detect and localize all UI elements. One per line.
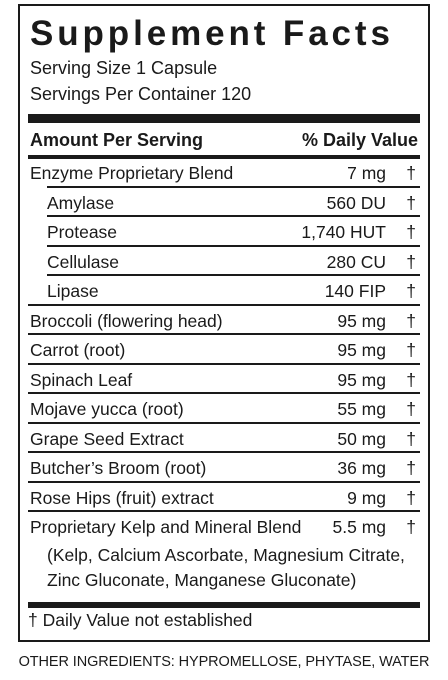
servings-per-container: Servings Per Container 120 [30, 84, 252, 104]
table-row [20, 276, 428, 306]
daily-value-footnote: † Daily Value not established [28, 610, 253, 630]
row-amount: 7 mg [347, 163, 386, 183]
supplement-facts-panel [18, 4, 430, 642]
thick-divider-top [28, 114, 420, 123]
panel-title: Supplement Facts [30, 14, 394, 53]
row-daily-value: † [406, 310, 416, 331]
row-name: Rose Hips (fruit) extract [30, 487, 214, 508]
row-amount: 280 CU [326, 251, 386, 272]
row-name: Proprietary Kelp and Mineral Blend [30, 517, 302, 537]
row-amount: 1,740 HUT [301, 222, 386, 242]
table-row [20, 188, 428, 218]
table-row [20, 483, 428, 513]
row-name: Lipase [47, 281, 99, 301]
row-amount: 55 mg [337, 399, 386, 419]
row-name: Grape Seed Extract [30, 428, 184, 449]
table-row [20, 453, 428, 483]
table-row [20, 158, 428, 188]
thick-divider-bottom [28, 602, 420, 608]
serving-size: Serving Size 1 Capsule [30, 58, 218, 78]
table-row [20, 365, 428, 395]
row-daily-value: † [406, 251, 416, 272]
blend-ingredients-line-1: (Kelp, Calcium Ascorbate, Magnesium Citrate, [47, 545, 405, 565]
row-amount: 140 FIP [324, 281, 386, 301]
table-row [20, 424, 428, 454]
blend-ingredients-line-2: Zinc Gluconate, Manganese Gluconate) [47, 570, 357, 590]
row-daily-value: † [406, 163, 416, 183]
row-daily-value: † [406, 399, 416, 419]
table-row [20, 217, 428, 247]
row-daily-value: † [406, 428, 416, 449]
row-daily-value: † [406, 222, 416, 242]
row-amount: 560 DU [326, 192, 386, 213]
table-row [20, 512, 428, 600]
row-amount: 95 mg [337, 340, 386, 360]
row-amount: 5.5 mg [332, 517, 386, 537]
header-daily-value: % Daily Value [301, 130, 418, 150]
row-amount: 50 mg [337, 428, 386, 449]
row-daily-value: † [406, 487, 416, 508]
row-amount: 95 mg [337, 369, 386, 390]
row-name: Amylase [47, 192, 115, 213]
table-row [20, 247, 428, 277]
other-ingredients: OTHER INGREDIENTS: HYPROMELLOSE, PHYTASE, WATER [18, 654, 430, 670]
row-name: Mojave yucca (root) [30, 399, 184, 419]
row-name: Broccoli (flowering head) [30, 310, 223, 331]
row-name: Spinach Leaf [30, 369, 133, 390]
table-row [20, 394, 428, 424]
row-name: Protease [47, 222, 118, 242]
row-daily-value: † [406, 340, 416, 360]
row-name: Butcher’s Broom (root) [30, 458, 207, 478]
table-row [20, 335, 428, 365]
row-daily-value: † [406, 458, 416, 478]
row-amount: 36 mg [337, 458, 386, 478]
row-daily-value: † [406, 281, 416, 301]
row-name: Carrot (root) [30, 340, 126, 360]
row-name: Cellulase [47, 251, 119, 272]
row-daily-value: † [406, 192, 416, 213]
row-name: Enzyme Proprietary Blend [30, 163, 234, 183]
header-amount-per-serving: Amount Per Serving [30, 130, 204, 150]
row-daily-value: † [406, 369, 416, 390]
nutrient-rows [20, 158, 428, 600]
row-amount: 95 mg [337, 310, 386, 331]
row-amount: 9 mg [347, 487, 386, 508]
table-row [20, 306, 428, 336]
row-daily-value: † [406, 517, 416, 537]
